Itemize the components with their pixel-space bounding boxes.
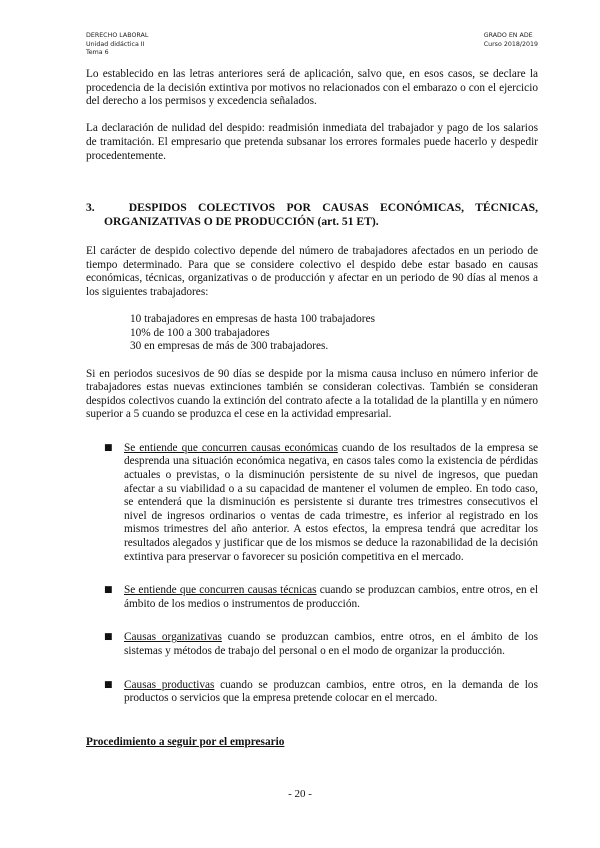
header-course: DERECHO LABORAL (86, 32, 149, 39)
intro-paragraph-1: Lo establecido en las letras anteriores será de aplicación, salvo que, en esos casos, se declare la procedencia de la decisión extintiva por motivos no relacionados con el embarazo o con el ejercicio del derecho a los permisos y excedencia señalados. (86, 68, 538, 108)
successive-paragraph: Si en periodos sucesivos de 90 días se despide por la misma causa incluso en número inferior de trabajadores estas nuevas extinciones también se consideran colectivas. También se consideran despidos colectivos cuando la extinción del contrato afecte a la totalidad de la plantilla y en número superior a 5 cuando se produzca el cese en la actividad empresarial. (86, 367, 538, 421)
cause-text: cuando se produzcan cambios, entre otros, en el ámbito de los medios o instrumentos de producción. (124, 584, 538, 610)
section-ref: (art. 51 ET). (317, 215, 379, 229)
threshold-item: 30 en empresas de más de 300 trabajadores. (130, 340, 329, 353)
header-left (86, 32, 148, 58)
cause-lead: Se entiende que concurren causas técnicas (124, 584, 317, 597)
cause-text: cuando se produzcan cambios, entre otros, en la demanda de los productos o servicios que la empresa pretende colocar en el mercado. (124, 678, 538, 705)
causes-list (86, 442, 538, 706)
cause-productive (86, 679, 538, 706)
header-degree: GRADO EN ADE (483, 32, 533, 39)
cause-lead: Causas organizativas (124, 631, 222, 644)
threshold-list (130, 313, 538, 354)
cause-lead: Causas productivas (124, 678, 215, 691)
cause-text: cuando de los resultados de la empresa se desprenda una situación económica negativa, en casos tales como la existencia de pérdidas actuales o previstas, o la disminución persistente de su nivel de ingresos, que puedan afectar a su viabilidad o a su capacidad de mantener el volumen de empleo. En todo caso, se entenderá que la disminución es persistente si durante tres trimestres consecutivos el nivel de ingresos ordinarios o ventas de cada trimestre, es inferior al registrado en los mismos trimestres del año anterior. A estos efectos, la empresa tendrá que acreditar los resultados alegados y justificar que de los mismos se deduce la razonabilidad de la decisión extintiva para preservar o favorecer su posición competitiva en el mercado. (124, 441, 539, 563)
header-year: Curso 2018/2019 (483, 40, 538, 48)
square-bullet-icon: ■ (104, 585, 113, 596)
page-body (86, 68, 538, 749)
page-number: - 20 - (288, 788, 312, 800)
cause-economic (86, 442, 538, 564)
threshold-item: 10% de 100 a 300 trabajadores (130, 326, 270, 339)
cause-lead: Se entiende que concurren causas económicas (124, 441, 338, 454)
intro-paragraph-2: La declaración de nulidad del despido: readmisión inmediata del trabajador y pago de los salarios de tramitación. El empresario que pretenda subsanar los errores formales puede hacerlo y despedir procedentemente. (86, 122, 538, 162)
collective-paragraph: El carácter de despido colectivo depende del número de trabajadores afectados en un periodo de tiempo determinado. Para que se considere colectivo el despido debe estar basado en causas económicas, técnicas, organizativas o de producción y afectar en un periodo de 90 días al menos a los siguientes trabajadores: (86, 245, 538, 298)
cause-text: cuando se produzcan cambios, entre otros, en el ámbito de los sistemas y métodos de trabajo del personal o en el modo de organizar la producción. (124, 631, 538, 657)
square-bullet-icon: ■ (104, 679, 113, 690)
section-heading (86, 201, 538, 229)
procedure-subheading: Procedimiento a seguir por el empresario (86, 735, 285, 748)
header-unit: Unidad didáctica II (86, 40, 145, 48)
square-bullet-icon: ■ (104, 442, 113, 453)
threshold-item: 10 trabajadores en empresas de hasta 100 trabajadores (130, 313, 375, 326)
square-bullet-icon: ■ (104, 632, 113, 643)
section-number: 3. (86, 201, 95, 215)
cause-technical (86, 584, 538, 611)
cause-organizational (86, 631, 538, 658)
section-title: DESPIDOS COLECTIVOS POR CAUSAS ECONÓMICAS, TÉCNICAS, ORGANIZATIVAS O DE PRODUCCIÓN (104, 201, 538, 229)
header-topic: Tema 6 (86, 49, 109, 57)
header-right (484, 32, 538, 49)
